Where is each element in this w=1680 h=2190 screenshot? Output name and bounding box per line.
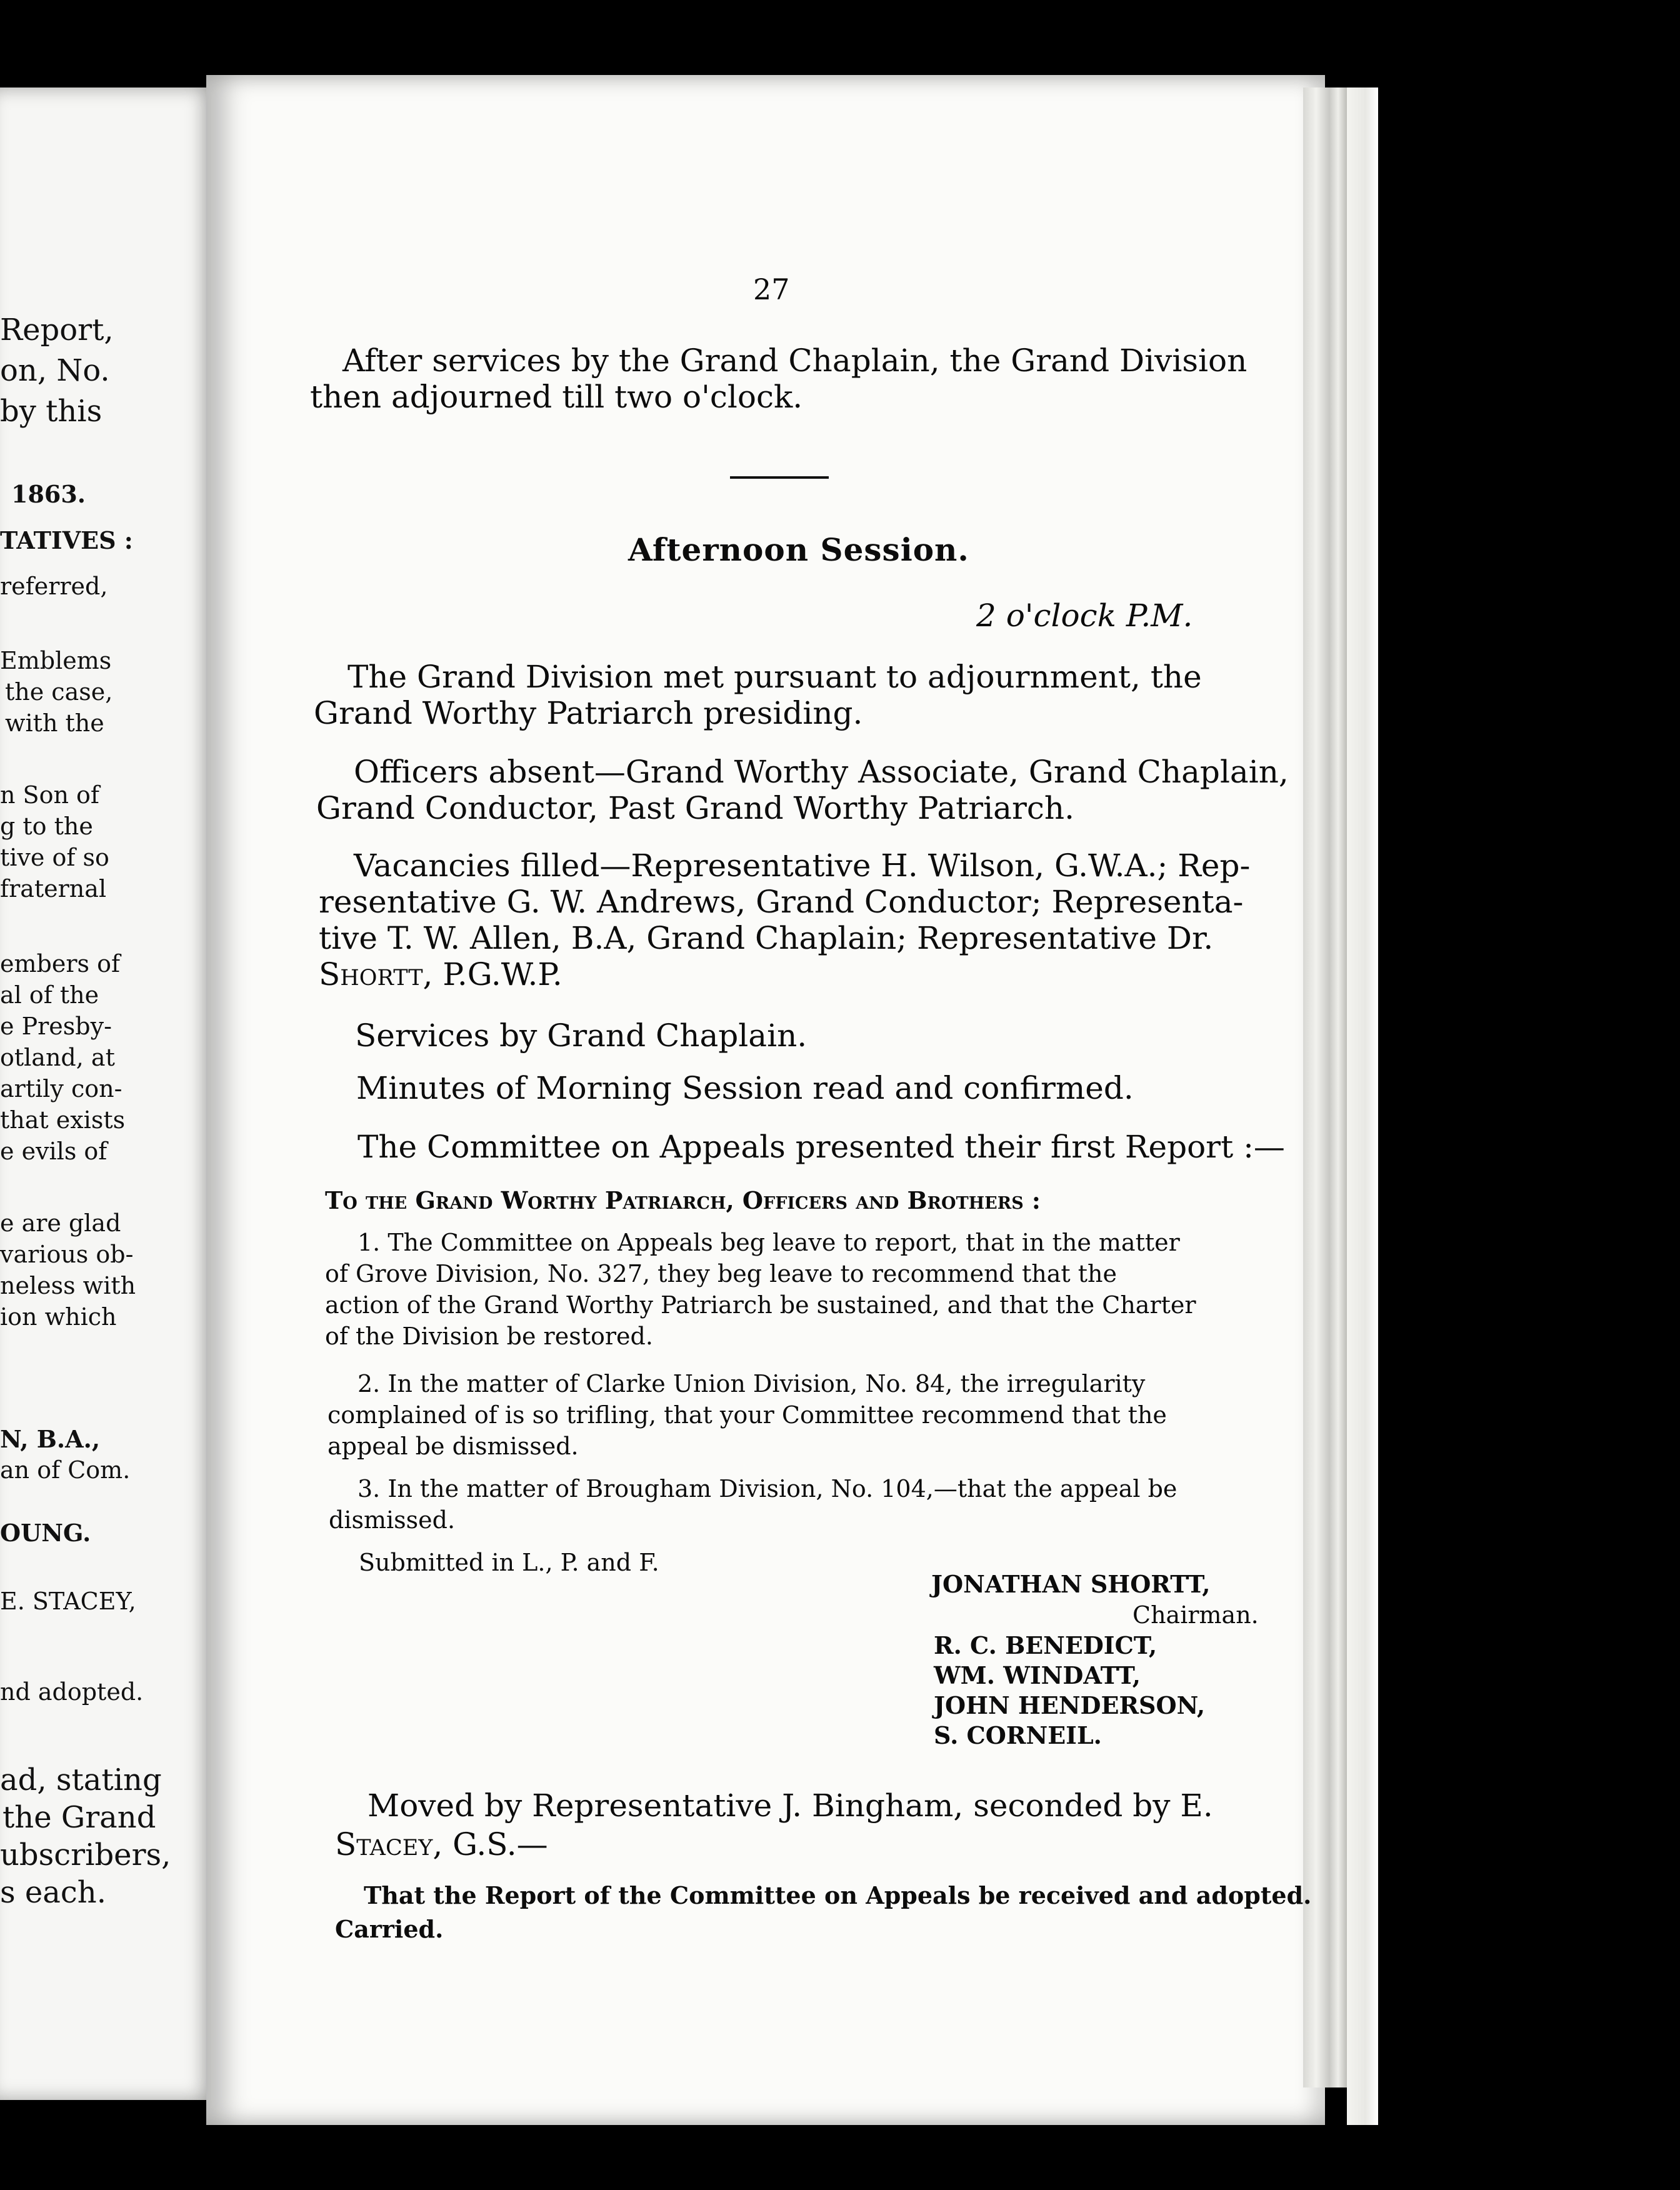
left-text-line: otland, at [0, 1044, 115, 1071]
left-text-line: neless with [0, 1272, 136, 1299]
report-item-line: dismissed. [329, 1506, 456, 1534]
report-item-line: 3. In the matter of Brougham Division, No. 104,—that the appeal be [358, 1475, 1178, 1502]
left-text-line: an of Com. [0, 1456, 131, 1484]
left-text-line: referred, [0, 572, 108, 600]
left-text-line: by this [0, 394, 102, 429]
left-text-line: artily con- [0, 1075, 122, 1102]
signatory-member: S. CORNEIL. [934, 1721, 1102, 1749]
report-item-line: action of the Grand Worthy Patriarch be sustained, and that the Charter [325, 1291, 1196, 1319]
page-edge [1303, 88, 1347, 2088]
left-text-line: with the [5, 709, 104, 737]
paragraph-line: Grand Worthy Patriarch presiding. [314, 695, 863, 731]
paragraph-line: Vacancies filled—Representative H. Wilson, G.W.A.; Rep- [354, 848, 1251, 884]
left-text-line: tive of so [0, 844, 109, 871]
page-edge [1347, 88, 1378, 2125]
opening-line: then adjourned till two o'clock. [310, 379, 803, 415]
report-item-line: complained of is so trifling, that your Committee recommend that the [328, 1401, 1167, 1429]
report-item-line: of Grove Division, No. 327, they beg leave to recommend that the [325, 1260, 1117, 1288]
left-text-line: e are glad [0, 1209, 121, 1237]
report-item-line: 2. In the matter of Clarke Union Division, No. 84, the irregularity [358, 1370, 1146, 1398]
left-text-line: e Presby- [0, 1012, 112, 1040]
paragraph-line: The Grand Division met pursuant to adjournment, the [348, 659, 1202, 695]
left-text-line: the case, [5, 678, 113, 706]
left-text-line: TATIVES : [0, 526, 133, 554]
left-text-line: Report, [0, 312, 114, 348]
signatory-member: WM. WINDATT, [934, 1661, 1141, 1689]
paragraph-line: resentative G. W. Andrews, Grand Conductor; Representa- [319, 884, 1244, 920]
report-item-line: 1. The Committee on Appeals beg leave to report, that in the matter [358, 1229, 1180, 1256]
paragraph-line: The Committee on Appeals presented their first Report :— [358, 1129, 1285, 1165]
signatory-chair-title: Chairman. [1132, 1601, 1259, 1629]
left-text-line: s each. [0, 1875, 106, 1910]
motion-line: Stacey, G.S.— [335, 1826, 548, 1862]
left-text-line: ubscribers, [0, 1838, 171, 1872]
left-text-line: nd adopted. [0, 1678, 144, 1706]
report-address: To the Grand Worthy Patriarch, Officers and Brothers : [325, 1186, 1041, 1214]
section-divider [730, 476, 829, 479]
signatory-chair: JONATHAN SHORTT, [931, 1570, 1211, 1598]
left-text-line: ion which [0, 1303, 117, 1331]
report-item-line: appeal be dismissed. [328, 1432, 579, 1460]
left-text-line: fraternal [0, 875, 107, 902]
left-text-line: Emblems [0, 647, 112, 674]
left-text-line: 1863. [11, 480, 86, 508]
left-text-line: on, No. [0, 353, 110, 388]
left-text-line: n Son of [0, 781, 99, 809]
paragraph-line: Officers absent—Grand Worthy Associate, Grand Chaplain, [354, 754, 1289, 790]
left-text-line: OUNG. [0, 1519, 91, 1547]
left-text-line: embers of [0, 950, 121, 978]
left-page-fragment [0, 88, 216, 2100]
opening-line: After services by the Grand Chaplain, the Grand Division [342, 342, 1248, 379]
left-text-line: ad, stating [0, 1762, 162, 1798]
page-number: 27 [753, 272, 790, 306]
session-heading: Afternoon Session. [628, 531, 969, 568]
session-time: 2 o'clock P.M. [976, 598, 1193, 634]
motion-line: Moved by Representative J. Bingham, seconded by E. [368, 1788, 1213, 1824]
paragraph-line: Minutes of Morning Session read and confirmed. [356, 1070, 1134, 1106]
report-item-line: of the Division be restored. [325, 1322, 653, 1350]
submitted-line: Submitted in L., P. and F. [359, 1549, 659, 1576]
paragraph-line: Services by Grand Chaplain. [355, 1018, 808, 1054]
left-text-line: E. STACEY, [0, 1588, 136, 1615]
left-text-line: al of the [0, 981, 99, 1009]
left-text-line: g to the [0, 812, 93, 840]
left-text-line: the Grand [2, 1800, 156, 1835]
left-text-line: e evils of [0, 1138, 108, 1165]
signatory-member: R. C. BENEDICT, [934, 1631, 1158, 1659]
signatory-member: JOHN HENDERSON, [934, 1691, 1206, 1719]
resolution-line: Carried. [335, 1915, 444, 1943]
left-text-line: various ob- [0, 1241, 134, 1268]
paragraph-line: Shortt, P.G.W.P. [319, 956, 562, 992]
left-text-line: N, B.A., [0, 1425, 101, 1453]
left-text-line: that exists [0, 1106, 126, 1134]
paragraph-line: Grand Conductor, Past Grand Worthy Patriarch. [316, 790, 1074, 826]
resolution-line: That the Report of the Committee on Appeals be received and adopted. [364, 1881, 1312, 1909]
paragraph-line: tive T. W. Allen, B.A, Grand Chaplain; Representative Dr. [319, 920, 1214, 956]
